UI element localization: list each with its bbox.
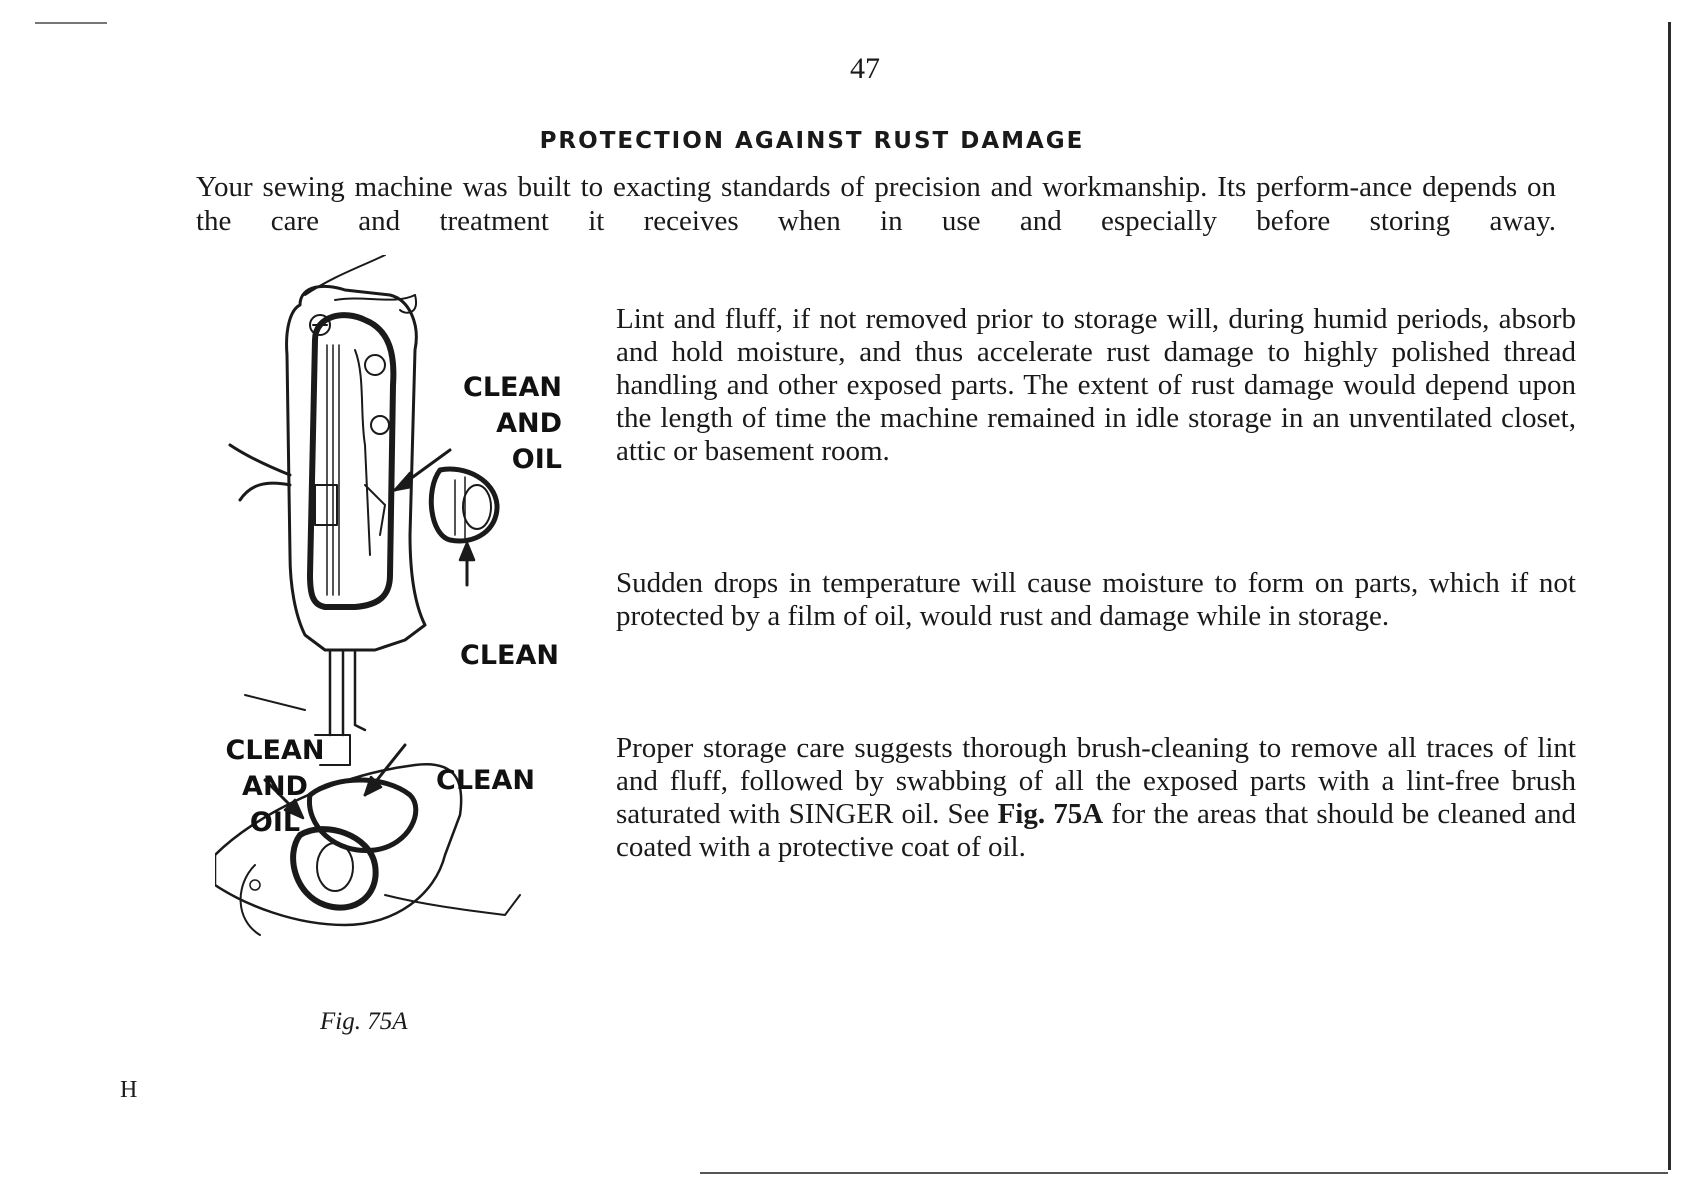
paragraph-storage [616, 732, 1576, 864]
callout-line: CLEAN [225, 735, 325, 766]
callout-clean-knob: CLEAN [460, 640, 559, 671]
callout-line: OIL [511, 444, 562, 475]
figure-reference: Fig. 75A [997, 798, 1104, 830]
callout-clean-and-oil-upper [452, 370, 562, 478]
signature-mark: H [120, 1077, 138, 1103]
page-right-edge [1668, 22, 1671, 1170]
paragraph-lint: Lint and fluff, if not removed prior to storage will, during humid periods, absorb and hold moisture, and thus accelerate rust damage to highly polished thread handling and other exposed parts. The extent of rust damage would depend upon the length of time the machine remained in idle storage in an unventilated closet, attic or basement room. [616, 303, 1576, 467]
intro-paragraph: Your sewing machine was built to exacting standards of precision and workmanship. Its perform-ance depends on the care and treatment it receives when in use and especially before storing away. [196, 171, 1556, 237]
storage-text-pre: Proper storage care suggests thorough brush-cleaning to remove all traces of lint and fluff, followed by swabbing of all the exposed parts with a lint-free brush saturated with SINGER oil. See [616, 732, 1576, 830]
figure-caption: Fig. 75A [320, 1008, 408, 1035]
page-number: 47 [850, 52, 880, 85]
page-title: PROTECTION AGAINST RUST DAMAGE [539, 128, 1085, 154]
callout-clean-bobbin: CLEAN [436, 765, 535, 796]
storage-text-post: for the areas that should be cleaned and coated with a protective coat of oil. [616, 798, 1576, 863]
callout-line: AND [496, 408, 562, 439]
sewing-machine-illustration [215, 255, 575, 1015]
callout-line: CLEAN [463, 372, 562, 403]
callout-line: OIL [249, 807, 301, 838]
callout-line: AND [242, 771, 308, 802]
paragraph-temperature: Sudden drops in temperature will cause moisture to form on parts, which if not protected by a film of oil, would rust and damage while in storage. [616, 567, 1576, 632]
page-bottom-rule [700, 1172, 1668, 1174]
top-left-rule [35, 22, 107, 24]
callout-clean-and-oil-lower [220, 733, 330, 841]
